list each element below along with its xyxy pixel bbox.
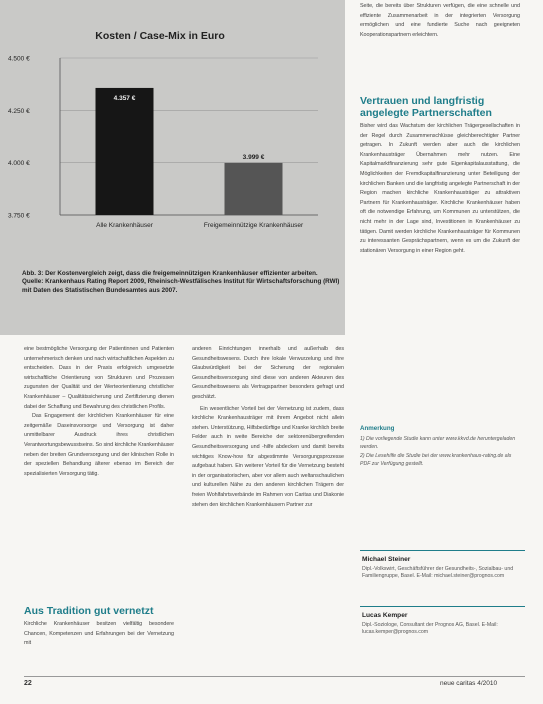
notes-heading: Anmerkung <box>360 425 395 432</box>
bar <box>96 88 154 215</box>
bar-value-label: 3.999 € <box>242 153 265 161</box>
col1-para1: eine bestmögliche Versorgung der Patientinnen und Patienten unternehmerisch denken und nach wirtschaftlichen Aspekten zu entscheiden. Dass in der Praxis erfolgreich umgesetzte wirtschaftliche Orientierung von Strukturen und Prozessen zugunsten der Qualität und der Werteorientierung christlicher Krankenhäuser – Qualitätssicherung und Zertifizierung dienen dabei der Schaffung und Bewahrung des christlichen Profils. <box>24 346 174 410</box>
author-2-name: Lucas Kemper <box>362 612 408 619</box>
y-tick-label: 4.250 € <box>8 107 30 115</box>
notes <box>360 435 520 469</box>
author-2-bio: Dipl.-Soziologe, Consultant der Prognos AG, Basel. E-Mail: lucas.kemper@prognos.com <box>362 622 498 636</box>
bar-chart <box>0 0 345 270</box>
author-divider <box>360 550 525 551</box>
footer-rule <box>24 676 525 677</box>
y-tick-label: 4.500 € <box>8 55 30 63</box>
col3-para2: Bisher wird das Wachstum der kirchlichen Trägergesellschaften in der Regel durch Zusammenschlüsse gleichberechtigter Partner getragen. In Zukunft werden aber auch die kirchlichen Krankenhausträger Übernahmen mehr nutzen. Eine Kapitalmarktfinanzierung sehr gute Eigenkapitalausstattung, die Möglichkeiten der Fremdkapitalfinanzierung unter Beteiligung der kirchlichen Banken und die langfristig angelegte Partnerschaft in der Region machen kirchliche Krankenhausträger zu attraktiven Partnern für Krankenhausträger. Kirchliche Krankenhäuser haben oft die notwendige Erfahrung, um Kommunen zu unterstützen, die nicht mehr in der Lage sind, Investitionen in Krankenhäuser zu tätigen. Damit werden kirchliche Krankenhausträger für Kommunen zu interessanten Gesprächspartnern, wenn es um die Zukunft der stationären Versorgung in einer Region geht. <box>360 123 520 254</box>
magazine-name: neue caritas 4/2010 <box>440 680 498 687</box>
author-divider-2 <box>360 606 525 607</box>
col1-heading: Aus Tradition gut vernetzt <box>24 605 154 617</box>
figure-source: Quelle: Krankenhaus Rating Report 2009, Rheinisch-Westfälisches Institut für Wirtschaftsforschung (RWI) mit Daten des Statistischen Bundesamtes aus 2007. <box>22 278 340 294</box>
col1-para2: Das Engagement der kirchlichen Krankenhäuser für eine zeitgemäße Daseinsvorsorge und Versorgung ist daher unmittelbarer Ausdruck ihres christlichen Verantwortungsbewusstseins. So sind kirchliche Krankenhäuser neben der breiten Grundversorgung und der klinischen Rolle in der speziellen Behandlung älterer ebenso im Bereich der spezialisierten Versorgung tätig. <box>24 413 174 477</box>
column-2 <box>192 345 344 510</box>
bar-value-label: 4.357 € <box>113 94 136 102</box>
figure-caption <box>22 270 340 295</box>
page-number: 22 <box>24 680 32 687</box>
col3-heading: Vertrauen und langfristig angelegte Partnerschaften <box>360 95 492 119</box>
y-tick-label: 3.750 € <box>8 212 30 220</box>
col1-para3: Kirchliche Krankenhäuser besitzen vielfältig besondere Chancen, Kompetenzen und Erfahrungen bei der Vernetzung mit <box>24 621 174 647</box>
x-category-label: Alle Krankenhäuser <box>96 222 153 229</box>
column-1 <box>24 345 174 479</box>
figure-caption-text: Abb. 3: Der Kostenvergleich zeigt, dass die freigemeinnützigen Krankenhäuser effizienter arbeiten. <box>22 270 318 277</box>
author-1-bio: Dipl.-Volkswirt, Geschäftsführer der Gesundheits-, Sozialbau- und Familiengruppe, Basel. E-Mail: michael.steiner@prognos.com <box>362 566 514 580</box>
note-2: 2) Die Lesehilfe die Studie bei der www.krankenhaus-rating.de als PDF zur Verfügung gestellt. <box>360 452 512 468</box>
col2-para1: anderen Einrichtungen innerhalb und außerhalb des Gesundheitswesens. Durch ihre lokale Verwurzelung und ihre Glaubwürdigkeit bei der Sicherung der regionalen Gesundheitsversorgung sind diese von anderen Akteuren des Gesundheitswesens als Vertragspartner besonders gefragt und geschätzt. <box>192 346 344 400</box>
chart-title: Kosten / Case-Mix in Euro <box>95 30 225 42</box>
note-1: 1) Die vorliegende Studie kann unter www.kkvd.de heruntergeladen werden. <box>360 436 516 451</box>
bar <box>225 163 283 215</box>
col2-para2: Ein wesentlicher Vorteil bei der Vernetzung ist zudem, dass kirchliche Krankenhausträger mit ihrem Angebot nicht allein stehen. Unterstützung, Hilfsbedürftige und Kranke kirchlich breite Felder auch in weite Bereiche der sektorenübergreifenden Gesundheitsversorgung und -hilfe abdecken und damit bereits wichtiges Know-how für abgestimmte Versorgungsprozesse aufgebaut haben. Ein weiterer Vorteil für die Vernetzung besteht in der organisatorischen, aber vor allem auch weltanschaulichen und kulturellen Nähe zu den anderen kirchlichen Trägern der freien Wohlfahrtsverbände im Rahmen von Caritas und Diakonie stehen den kirchlichen Krankenhäusern Partner zur <box>192 405 344 508</box>
x-category-label: Freigemeinnützige Krankenhäuser <box>203 222 304 229</box>
col3-para1: Seite, die bereits über Strukturen verfügen, die eine schnelle und effiziente Zusammenarbeit in der integrierten Versorgung ermöglichen und eine fundierte Suche nach geeigneten Kooperationspartnern erleichtern. <box>360 3 520 38</box>
author-1-name: Michael Steiner <box>362 556 411 563</box>
y-tick-label: 4.000 € <box>8 160 30 168</box>
